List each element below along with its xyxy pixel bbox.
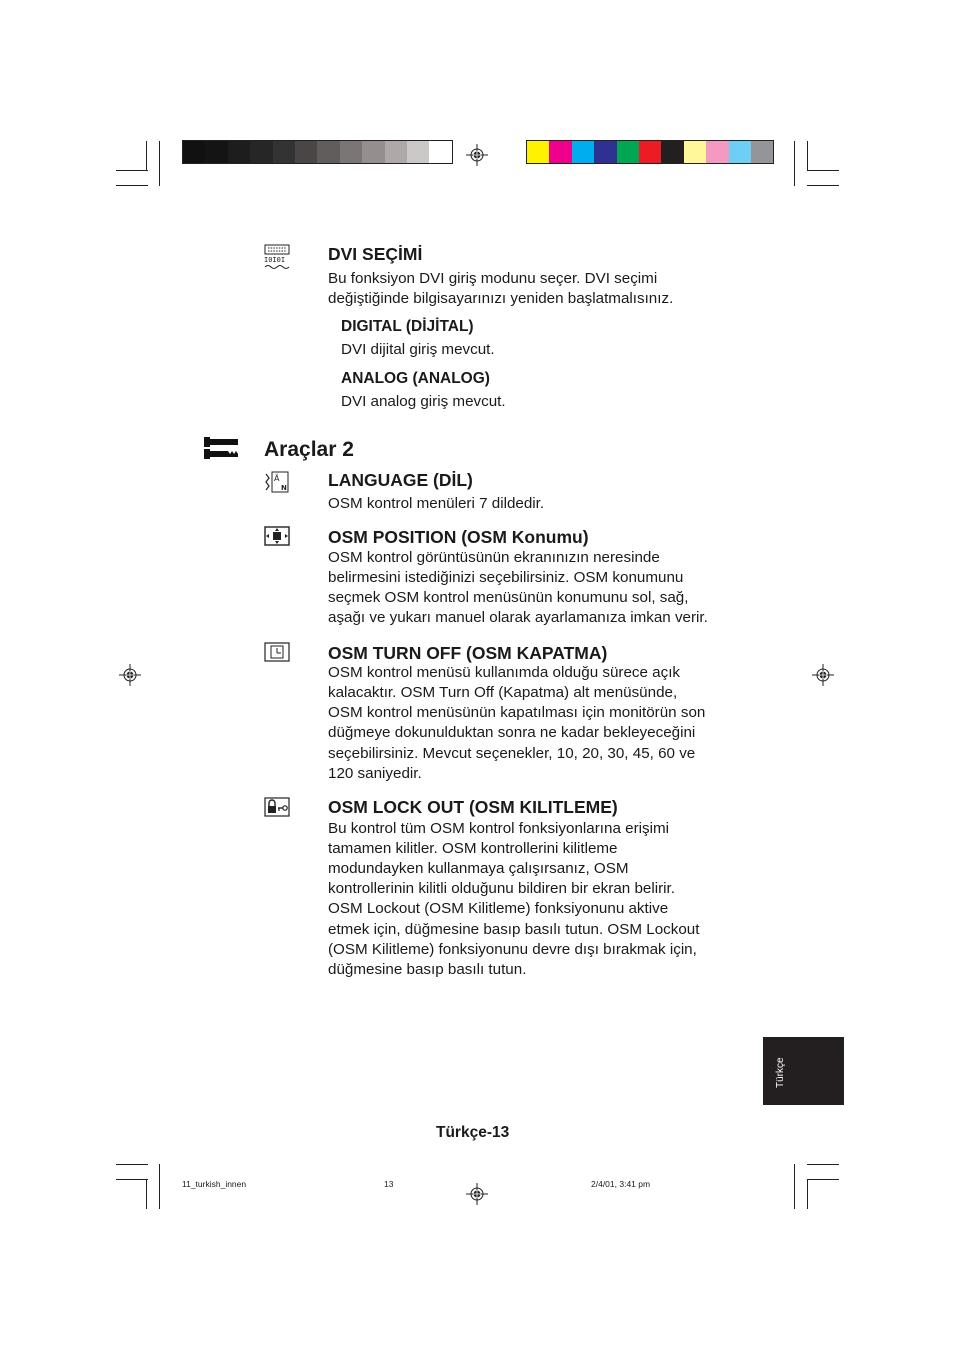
registration-mark-icon <box>119 664 141 686</box>
crop-mark <box>807 170 839 171</box>
dvi-select-icon <box>264 244 290 270</box>
crop-mark <box>116 185 148 186</box>
osm-turn-off-text-line: 120 saniyedir. <box>328 765 422 782</box>
color-swatch <box>684 141 706 163</box>
crop-mark <box>807 185 839 186</box>
footer-file-name: 11_turkish_innen <box>182 1179 247 1189</box>
svg-text:I0I0I: I0I0I <box>264 256 286 264</box>
language-text: OSM kontrol menüleri 7 dildedir. <box>328 495 545 512</box>
language-icon <box>264 470 290 494</box>
crop-mark <box>116 170 148 171</box>
tools-2-heading: Araçlar 2 <box>264 438 354 461</box>
osm-position-icon <box>264 526 290 546</box>
color-swatch <box>706 141 728 163</box>
osm-lock-out-text-line: etmek için, düğmesine basıp basılı tutun. OSM Lockout <box>328 921 700 938</box>
language-side-tab-label: Türkçe <box>775 1057 786 1088</box>
digital-title: DIGITAL (DİJİTAL) <box>341 318 474 335</box>
footer-date: 2/4/01, 3:41 pm <box>591 1179 651 1189</box>
footer-page-number: 13 <box>384 1179 394 1189</box>
osm-turn-off-text-line: OSM kontrol menüsünün kapatılması için monitörün son <box>328 704 706 721</box>
gray-swatch <box>385 141 407 163</box>
color-swatch <box>639 141 661 163</box>
osm-turn-off-text-line: düğmeye dokunulduktan sonra ne kadar bekleyeceğini <box>328 724 696 741</box>
crop-mark <box>116 1179 148 1180</box>
gray-swatch <box>273 141 295 163</box>
gray-swatch <box>429 141 451 163</box>
gray-swatch <box>250 141 272 163</box>
osm-lock-out-text-line: Bu kontrol tüm OSM kontrol fonksiyonlarına erişimi <box>328 820 669 837</box>
gray-swatch <box>317 141 339 163</box>
crop-mark <box>807 1179 839 1180</box>
osm-turn-off-text-line: kalacaktır. OSM Turn Off (Kapatma) alt menüsünde, <box>328 684 678 701</box>
osm-position-text-line: OSM kontrol görüntüsünün ekranınızın neresinde <box>328 549 660 566</box>
registration-mark-icon <box>466 144 488 166</box>
gray-swatch <box>183 141 205 163</box>
registration-mark-icon <box>812 664 834 686</box>
osm-lock-out-text-line: tamamen kilitler. OSM kontrollerini kilitleme <box>328 840 618 857</box>
osm-position-text-line: aşağı ve yukarı manuel olarak ayarlamanıza imkan verir. <box>328 609 708 626</box>
osm-lock-out-text-line: kontrollerinin kilitli olduğunu bildiren bir ekran belirir. <box>328 880 675 897</box>
color-swatch <box>549 141 571 163</box>
osm-lock-out-text-line: düğmesine basıp basılı tutun. <box>328 961 527 978</box>
gray-calibration-strip <box>182 140 453 164</box>
color-swatch <box>729 141 751 163</box>
color-swatch <box>594 141 616 163</box>
crop-mark <box>807 141 808 170</box>
analog-text: DVI analog giriş mevcut. <box>341 393 506 410</box>
color-swatch <box>572 141 594 163</box>
color-swatch <box>661 141 683 163</box>
gray-swatch <box>362 141 384 163</box>
osm-lock-out-text-line: (OSM Kilitleme) fonksiyonunu devre dışı bırakmak için, <box>328 941 697 958</box>
osm-turn-off-timer-icon <box>264 642 290 662</box>
digital-text: DVI dijital giriş mevcut. <box>341 341 495 358</box>
color-swatch <box>751 141 773 163</box>
crop-mark <box>159 141 160 186</box>
osm-position-title: OSM POSITION (OSM Konumu) <box>328 527 589 547</box>
crop-mark <box>794 141 795 186</box>
osm-turn-off-text-line: OSM kontrol menüsü kullanımda olduğu sürece açık <box>328 664 681 681</box>
crop-mark <box>159 1164 160 1209</box>
dvi-select-text-line: değiştiğinde bilgisayarınızı yeniden başlatmalısınız. <box>328 290 674 307</box>
osm-lock-out-text-line: OSM Lockout (OSM Kilitleme) fonksiyonunu aktive <box>328 900 669 917</box>
svg-text:N: N <box>281 484 287 492</box>
dvi-select-title: DVI SEÇİMİ <box>328 244 423 264</box>
gray-swatch <box>295 141 317 163</box>
tools-wrench-icon <box>204 437 238 461</box>
gray-swatch <box>228 141 250 163</box>
gray-swatch <box>340 141 362 163</box>
dvi-select-text-line: Bu fonksiyon DVI giriş modunu seçer. DVI seçimi <box>328 270 658 287</box>
analog-title: ANALOG (ANALOG) <box>341 370 490 387</box>
svg-text:Ä: Ä <box>274 474 280 483</box>
page-number-label: Türkçe-13 <box>436 1124 510 1141</box>
osm-turn-off-title: OSM TURN OFF (OSM KAPATMA) <box>328 643 608 663</box>
osm-lock-out-text-line: modundayken kullanmaya çalışırsanız, OSM <box>328 860 629 877</box>
osm-position-text-line: seçmek OSM kontrol menüsünün konumunu sol, sağ, <box>328 589 689 606</box>
crop-mark <box>794 1164 795 1209</box>
crop-mark <box>146 141 147 170</box>
crop-mark <box>807 1179 808 1209</box>
crop-mark <box>116 1164 148 1165</box>
gray-swatch <box>205 141 227 163</box>
color-swatch <box>617 141 639 163</box>
gray-swatch <box>407 141 429 163</box>
color-swatch <box>527 141 549 163</box>
osm-lock-out-icon <box>264 797 290 817</box>
osm-turn-off-text-line: seçebilirsiniz. Mevcut seçenekler, 10, 20, 30, 45, 60 ve <box>328 745 696 762</box>
crop-mark <box>146 1179 147 1209</box>
osm-lock-out-title: OSM LOCK OUT (OSM KILITLEME) <box>328 797 618 817</box>
registration-mark-icon <box>466 1183 488 1205</box>
language-title: LANGUAGE (DİL) <box>328 470 473 490</box>
crop-mark <box>807 1164 839 1165</box>
osm-position-text-line: belirmesini istediğinizi seçebilirsiniz. OSM konumunu <box>328 569 684 586</box>
color-calibration-strip <box>526 140 774 164</box>
